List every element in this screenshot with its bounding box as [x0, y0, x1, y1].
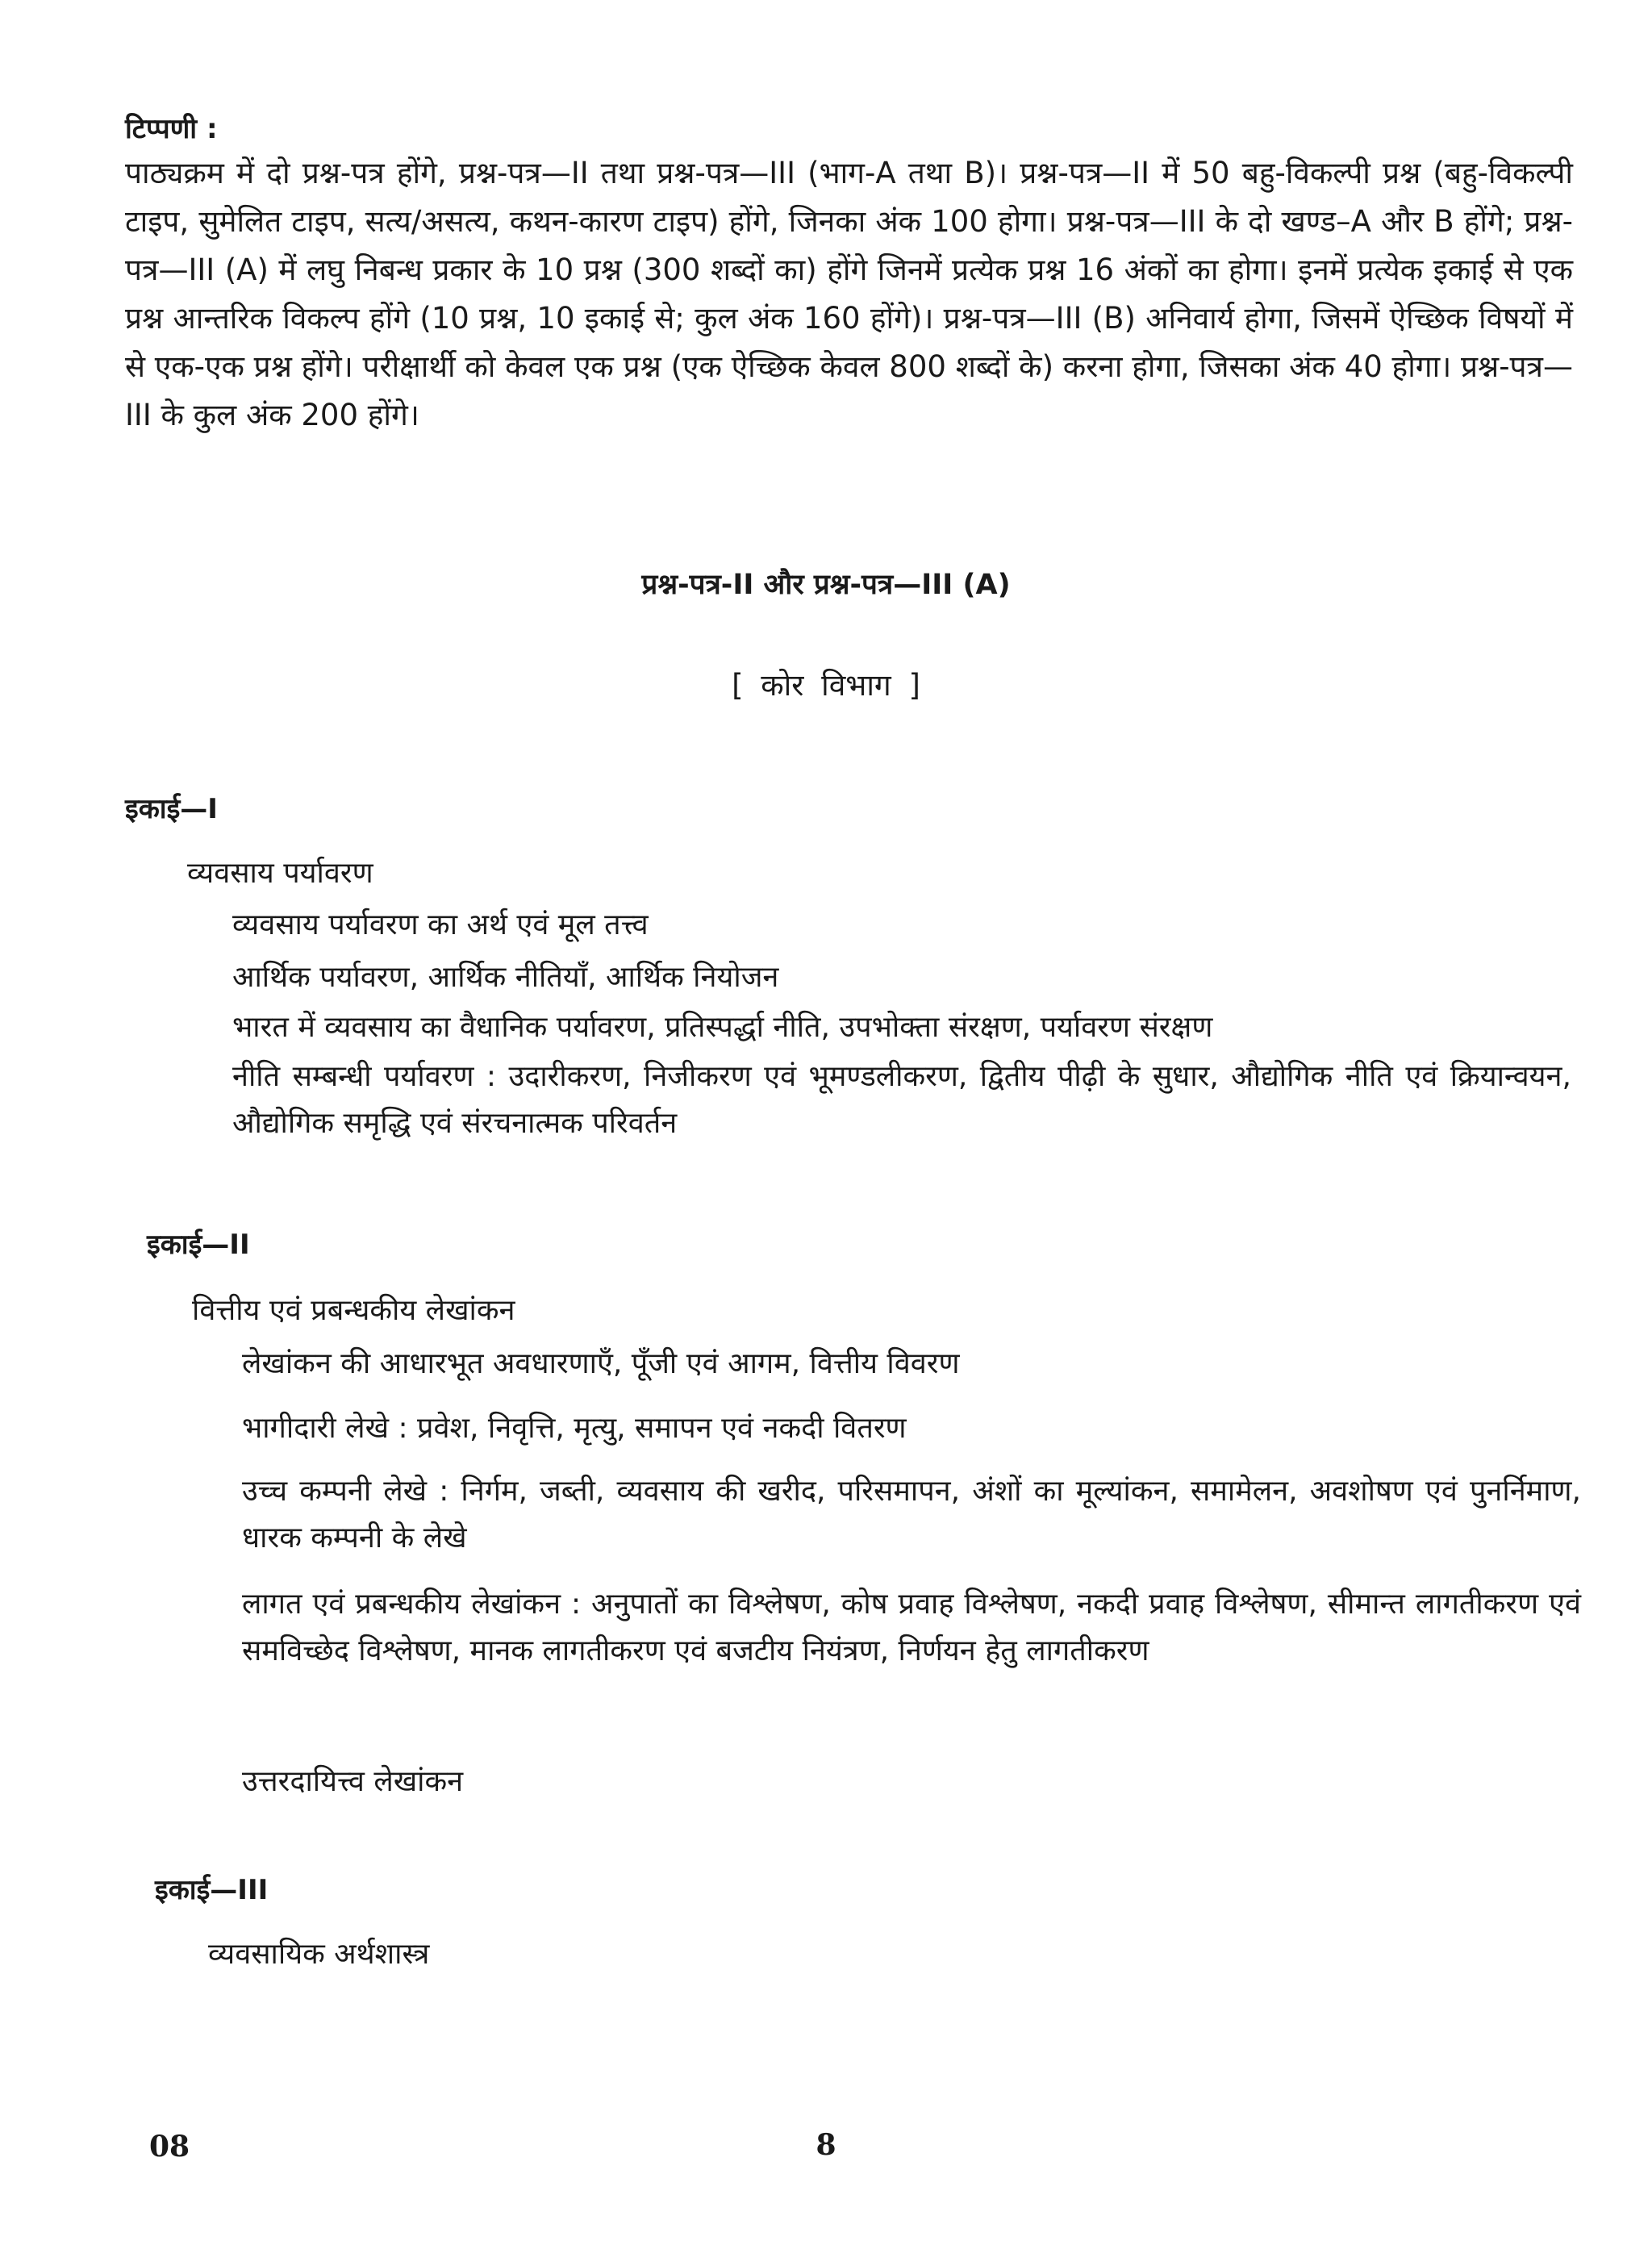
unit-2-topic-5: उत्तरदायित्त्व लेखांकन: [242, 1765, 464, 1798]
section-title: प्रश्न-पत्र-II और प्रश्न-पत्र—III (A): [641, 569, 1011, 601]
unit-1-label: इकाई—I: [125, 793, 218, 825]
unit-1-topic-4: नीति सम्बन्धी पर्यावरण : उदारीकरण, निजीकरण एवं भूमण्डलीकरण, द्वितीय पीढ़ी के सुधार, औद्योगिक नीति एवं क्रियान्वयन, औद्योगिक समृद्धि एवं संरचनात्मक परिवर्तन: [232, 1060, 1571, 1140]
note-heading: टिप्पणी :: [125, 113, 218, 145]
unit-1-subject: व्यवसाय पर्यावरण: [187, 857, 373, 890]
section-subtitle: [ कोर विभाग ]: [732, 668, 920, 703]
note-body: पाठ्यक्रम में दो प्रश्न-पत्र होंगे, प्रश्न-पत्र—II तथा प्रश्न-पत्र—III (भाग-A तथा B)। प्रश्न-पत्र—II में 50 बहु-विकल्पी प्रश्न (बहु-विकल्पी टाइप, सुमेलित टाइप, सत्य/असत्य, कथन-कारण टाइप) होंगे, जिनका अंक 100 होगा। प्रश्न-पत्र—III के दो खण्ड–A और B होंगे; प्रश्न-पत्र—III (A) में लघु निबन्ध प्रकार के 10 प्रश्न (300 शब्दों का) होंगे जिनमें प्रत्येक प्रश्न 16 अंकों का होगा। इनमें प्रत्येक इकाई से एक प्रश्न आन्तरिक विकल्प होंगे (10 प्रश्न, 10 इकाई से; कुल अंक 160 होंगे)। प्रश्न-पत्र—III (B) अनिवार्य होगा, जिसमें ऐच्छिक विषयों में से एक-एक प्रश्न होंगे। परीक्षार्थी को केवल एक प्रश्न (एक ऐच्छिक केवल 800 शब्दों के) करना होगा, जिसका अंक 40 होगा। प्रश्न-पत्र—III के कुल अंक 200 होंगे।: [125, 156, 1573, 432]
unit-2-topic-3: उच्च कम्पनी लेखे : निर्गम, जब्ती, व्यवसाय की खरीद, परिसमापन, अंशों का मूल्यांकन, समामेलन, अवशोषण एवं पुनर्निमाण, धारक कम्पनी के लेखे: [242, 1475, 1581, 1554]
unit-3-label: इकाई—III: [155, 1874, 269, 1906]
unit-3-subject: व्यवसायिक अर्थशास्त्र: [208, 1938, 430, 1971]
page-number: 8: [816, 2128, 836, 2162]
unit-1-topic-3: भारत में व्यवसाय का वैधानिक पर्यावरण, प्रतिस्पर्द्धा नीति, उपभोक्ता संरक्षण, पर्यावरण संरक्षण: [232, 1011, 1213, 1044]
unit-2-topic-4: लागत एवं प्रबन्धकीय लेखांकन : अनुपातों का विश्लेषण, कोष प्रवाह विश्लेषण, नकदी प्रवाह विश्लेषण, सीमान्त लागतीकरण एवं समविच्छेद विश्लेषण, मानक लागतीकरण एवं बजटीय नियंत्रण, निर्णयन हेतु लागतीकरण: [242, 1588, 1581, 1667]
unit-2-label: इकाई—II: [147, 1229, 250, 1261]
unit-2-topic-2: भागीदारी लेखे : प्रवेश, निवृत्ति, मृत्यु, समापन एवं नकदी वितरण: [242, 1412, 907, 1445]
footer-code: 08: [149, 2130, 190, 2164]
unit-2-topic-1: लेखांकन की आधारभूत अवधारणाएँ, पूँजी एवं आगम, वित्तीय विवरण: [242, 1347, 960, 1380]
unit-2-subject: वित्तीय एवं प्रबन्धकीय लेखांकन: [192, 1294, 515, 1327]
unit-1-topic-2: आर्थिक पर्यावरण, आर्थिक नीतियाँ, आर्थिक नियोजन: [232, 961, 779, 994]
unit-1-topic-1: व्यवसाय पर्यावरण का अर्थ एवं मूल तत्त्व: [232, 908, 649, 941]
